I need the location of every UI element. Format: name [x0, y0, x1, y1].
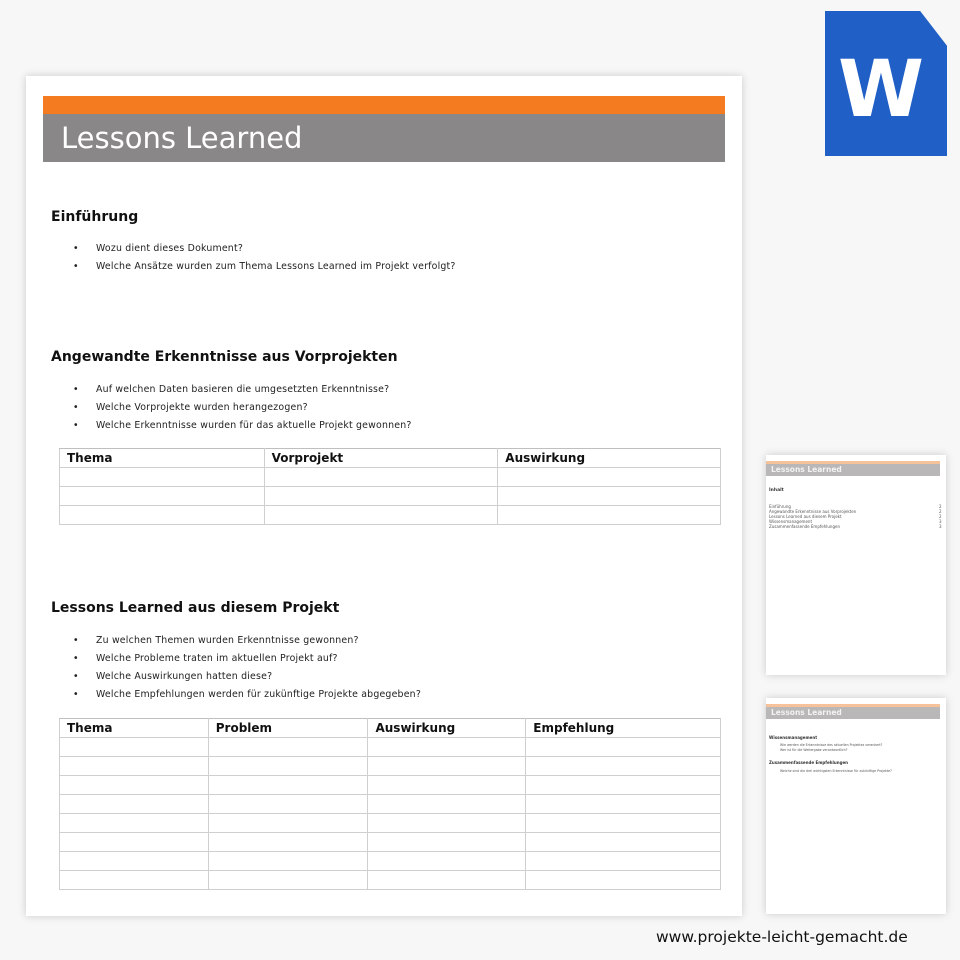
- lessons-table: [59, 718, 721, 890]
- table-cell: [60, 506, 265, 525]
- header-accent-bar: [43, 96, 725, 114]
- bullet-list-vorprojekte: [51, 381, 412, 435]
- table-row: [60, 776, 721, 795]
- table-row: [60, 833, 721, 852]
- table-header-row: [60, 719, 721, 738]
- column-header-auswirkung: Auswirkung: [368, 719, 526, 738]
- thumbnail-toc-heading: Inhalt: [769, 488, 784, 493]
- table-cell: [60, 871, 209, 890]
- list-item: • Welche Vorprojekte wurden herangezogen?: [73, 402, 308, 413]
- table-cell: [60, 487, 265, 506]
- table-cell: [526, 871, 721, 890]
- thumbnail-title: Lessons Learned: [771, 708, 842, 717]
- document-title: Lessons Learned: [61, 121, 303, 155]
- table-cell: [60, 795, 209, 814]
- table-header-row: [60, 449, 721, 468]
- table-cell: [264, 468, 498, 487]
- table-cell: [208, 757, 368, 776]
- table-cell: [60, 833, 209, 852]
- table-cell: [498, 506, 721, 525]
- table-cell: [60, 814, 209, 833]
- table-cell: [60, 757, 209, 776]
- thumbnail-line: Wie werden die Erkenntnisse des aktuellen Projektes verankert?: [780, 743, 883, 747]
- list-item: • Welche Erkenntnisse wurden für das aktuelle Projekt gewonnen?: [73, 420, 412, 431]
- table-row: [60, 852, 721, 871]
- table-row: [60, 738, 721, 757]
- list-item: • Auf welchen Daten basieren die umgesetzten Erkenntnisse?: [73, 384, 390, 395]
- table-cell: [208, 795, 368, 814]
- column-header-problem: Problem: [208, 719, 368, 738]
- table-row: [60, 468, 721, 487]
- table-cell: [526, 757, 721, 776]
- table-cell: [368, 795, 526, 814]
- table-row: [60, 871, 721, 890]
- list-item: • Welche Auswirkungen hatten diese?: [73, 671, 273, 682]
- column-header-auswirkung: Auswirkung: [498, 449, 721, 468]
- header-title-bar: [43, 114, 725, 162]
- bullet-list-dieses-projekt: [51, 632, 421, 704]
- table-cell: [264, 506, 498, 525]
- table-row: [60, 487, 721, 506]
- table-row: [60, 795, 721, 814]
- vorprojekte-table: [59, 448, 721, 525]
- list-item: • Welche Empfehlungen werden für zukünftige Projekte abgegeben?: [73, 689, 421, 700]
- table-cell: [208, 738, 368, 757]
- table-cell: [498, 468, 721, 487]
- toc-item: Angewandte Erkenntnisse aus Vorprojekten 2: [769, 509, 942, 514]
- column-header-vorprojekt: Vorprojekt: [264, 449, 498, 468]
- table-cell: [526, 814, 721, 833]
- table-cell: [368, 776, 526, 795]
- list-item: • Welche Ansätze wurden zum Thema Lessons Learned im Projekt verfolgt?: [73, 261, 456, 272]
- table-cell: [526, 776, 721, 795]
- section-heading-dieses-projekt: Lessons Learned aus diesem Projekt: [51, 600, 340, 616]
- bullet-list-einfuehrung: [51, 240, 456, 276]
- thumbnail-page-summary: [766, 698, 946, 914]
- column-header-thema: Thema: [60, 719, 209, 738]
- table-row: [60, 506, 721, 525]
- list-item: • Wozu dient dieses Dokument?: [73, 243, 243, 254]
- toc-item: Wissensmanagement 3: [769, 519, 942, 524]
- table-cell: [526, 738, 721, 757]
- thumbnail-title-bar: [766, 464, 940, 476]
- table-cell: [208, 833, 368, 852]
- table-cell: [368, 871, 526, 890]
- website-url: www.projekte-leicht-gemacht.de: [656, 928, 908, 946]
- thumbnail-title: Lessons Learned: [771, 465, 842, 474]
- table-cell: [60, 468, 265, 487]
- thumbnail-heading-wissensmanagement: Wissensmanagement: [769, 735, 818, 740]
- table-cell: [208, 776, 368, 795]
- column-header-empfehlung: Empfehlung: [526, 719, 721, 738]
- table-cell: [368, 814, 526, 833]
- table-cell: [368, 852, 526, 871]
- table-row: [60, 757, 721, 776]
- table-cell: [60, 852, 209, 871]
- table-cell: [264, 487, 498, 506]
- table-cell: [60, 738, 209, 757]
- thumbnail-title-bar: [766, 707, 940, 719]
- section-heading-einfuehrung: Einführung: [51, 209, 139, 225]
- word-letter: W: [838, 45, 922, 135]
- thumbnail-line: Welche sind die drei wichtigsten Erkenntnisse für zukünftige Projekte?: [780, 769, 892, 773]
- column-header-thema: Thema: [60, 449, 265, 468]
- word-document-icon: [825, 11, 947, 156]
- list-item: • Welche Probleme traten im aktuellen Projekt auf?: [73, 653, 338, 664]
- list-item: • Zu welchen Themen wurden Erkenntnisse gewonnen?: [73, 635, 359, 646]
- thumbnail-heading-empfehlungen: Zusammenfassende Empfehlungen: [769, 760, 849, 765]
- toc-item: Einführung 2: [769, 504, 942, 509]
- table-cell: [208, 871, 368, 890]
- table-cell: [208, 814, 368, 833]
- table-cell: [368, 738, 526, 757]
- document-page: [26, 76, 742, 916]
- table-cell: [526, 852, 721, 871]
- toc-item: Zusammenfassende Empfehlungen 3: [769, 524, 942, 529]
- table-cell: [60, 776, 209, 795]
- thumbnail-line: Wer ist für die Weitergabe verantwortlich?: [780, 748, 848, 752]
- table-cell: [208, 852, 368, 871]
- section-heading-vorprojekte: Angewandte Erkenntnisse aus Vorprojekten: [51, 349, 398, 365]
- table-row: [60, 814, 721, 833]
- table-cell: [498, 487, 721, 506]
- table-cell: [526, 795, 721, 814]
- table-cell: [368, 757, 526, 776]
- table-cell: [526, 833, 721, 852]
- thumbnail-page-toc: [766, 455, 946, 675]
- table-cell: [368, 833, 526, 852]
- toc-item: Lessons Learned aus diesem Projekt 2: [769, 514, 942, 519]
